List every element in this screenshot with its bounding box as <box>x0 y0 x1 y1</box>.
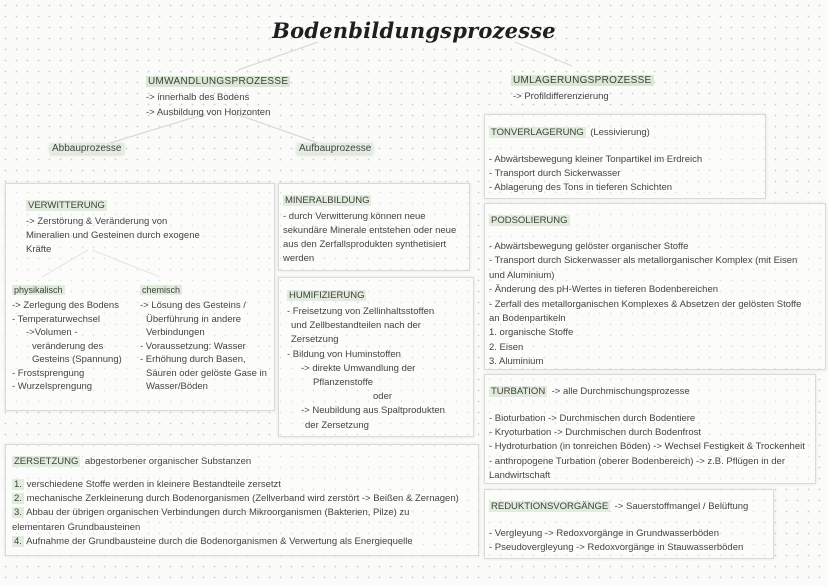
reduktion-subtitle: -> Sauerstoffmangel / Belüftung <box>614 501 749 512</box>
humifizierung-box <box>278 277 474 437</box>
humifizierung-line: - Bildung von Huminstoffen <box>287 348 401 360</box>
turbation-subtitle: -> alle Durchmischungsprozesse <box>551 386 690 397</box>
humifizierung-line: und Zellbestandteilen nach der <box>291 320 421 332</box>
umwandlung-section <box>146 71 290 120</box>
podsolierung-line: und Aluminium) <box>489 269 555 281</box>
chemisch-line: Säuren oder gelöste Gase in <box>146 367 267 379</box>
chemisch-line: Überführung in andere <box>146 313 242 325</box>
tonverlagerung-subtitle: (Lessivierung) <box>590 127 650 138</box>
mineralbildung-box <box>278 183 470 271</box>
humifizierung-line: - Freisetzung von Zellinhaltsstoffen <box>287 306 435 317</box>
tonverlagerung-box <box>484 114 766 199</box>
chemisch-line: Verbindungen <box>146 327 205 338</box>
physikalisch-line: ->Volumen - <box>26 327 78 338</box>
umlagerung-heading: UMLAGERUNGSPROZESSE <box>513 75 652 86</box>
podsolierung-line: an Bodenpartikeln <box>489 313 566 325</box>
verwitterung-heading: VERWITTERUNG <box>28 200 105 211</box>
physikalisch-line: veränderung des <box>32 340 104 352</box>
mineralbildung-line: - durch Verwitterung können neue <box>283 211 426 222</box>
abbau-label: Abbauprozesse <box>52 143 122 154</box>
physikalisch-line: Gesteins (Spannung) <box>32 354 122 365</box>
verwitterung-line: Kräfte <box>26 244 52 255</box>
chemisch-line: -> Lösung des Gesteins / <box>140 300 246 311</box>
podsolierung-heading: PODSOLIERUNG <box>491 215 568 226</box>
turbation-line: Landwirtschaft <box>489 470 551 482</box>
zersetzung-item: 4. Aufnahme der Grundbausteine durch die Bodenorganismen & Verwertung als Energiequelle <box>14 536 413 548</box>
podsolierung-line: 1. organische Stoffe <box>489 327 574 339</box>
reduktion-heading: REDUKTIONSVORGÄNGE <box>491 501 609 512</box>
turbation-heading: TURBATION <box>491 386 546 397</box>
chemisch-line: - Erhöhung durch Basen, <box>140 354 246 365</box>
umlagerung-section <box>511 70 654 105</box>
mineralbildung-heading: MINERALBILDUNG <box>285 195 370 206</box>
humifizierung-line: -> Neubildung aus Spaltprodukten <box>301 405 445 417</box>
turbation-line: - Bioturbation -> Durchmischen durch Bodentiere <box>489 412 696 424</box>
turbation-line: - anthropogene Turbation (oberer Bodenbereich) -> z.B. Pflügen in der <box>489 455 786 467</box>
tonverlagerung-line: - Ablagerung des Tons in tieferen Schichten <box>489 182 673 194</box>
tonverlagerung-line: - Abwärtsbewegung kleiner Tonpartikel im Erdreich <box>489 153 703 165</box>
turbation-line: - Hydroturbation (in tonreichen Böden) -> Wechsel Festigkeit & Trockenheit <box>489 441 805 453</box>
humifizierung-line: der Zersetzung <box>305 419 369 431</box>
humifizierung-line: Zersetzung <box>291 334 339 346</box>
physikalisch-line: -> Zerlegung des Bodens <box>12 300 119 311</box>
zersetzung-box <box>5 444 479 556</box>
mineralbildung-line: aus den Zerfallsprodukten synthetisiert <box>283 239 447 250</box>
chemisch-line: Wasser/Böden <box>146 381 208 392</box>
page-title: Bodenbildungsprozesse <box>272 18 556 43</box>
zersetzung-item: 1. verschiedene Stoffe werden in kleinere Bestandteile zersetzt <box>14 478 281 490</box>
podsolierung-line: - Abwärtsbewegung gelöster organischer Stoffe <box>489 241 689 252</box>
umwandlung-line: -> Ausbildung von Horizonten <box>146 106 271 118</box>
zersetzung-heading: ZERSETZUNG <box>14 456 79 467</box>
turbation-line: - Kryoturbation -> Durchmischen durch Bodenfrost <box>489 426 702 438</box>
verwitterung-line: -> Zerstörung & Veränderung von <box>26 216 168 227</box>
turbation-box <box>484 374 816 484</box>
zersetzung-item: 2. mechanische Zerkleinerung durch Bodenorganismen (Zellverband wird zerstört -> Beißen & Zernagen) <box>14 492 459 504</box>
humifizierung-heading: HUMIFIZIERUNG <box>289 290 365 301</box>
physikalisch-line: - Wurzelsprengung <box>12 381 93 392</box>
umwandlung-heading: UMWANDLUNGSPROZESSE <box>148 76 289 87</box>
verwitterung-box <box>5 183 275 411</box>
podsolierung-line: - Änderung des pH-Wertes in tieferen Bodenbereichen <box>489 284 719 296</box>
podsolierung-line: - Zerfall des metallorganischen Komplexes & Absetzen der gelösten Stoffe <box>489 298 802 310</box>
chemisch-line: - Voraussetzung: Wasser <box>140 340 246 352</box>
zersetzung-item: 3. Abbau der übrigen organischen Verbindungen durch Mikroorganismen (Bakterien, Pilze) zu <box>14 507 410 519</box>
podsolierung-line: - Transport durch Sickerwasser als metallorganischer Komplex (mit Eisen <box>489 255 798 267</box>
zersetzung-subtitle: abgestorbener organischer Substanzen <box>84 456 252 467</box>
reduktion-line: - Pseudovergleyung -> Redoxvorgänge in Stauwasserböden <box>489 541 744 553</box>
aufbau-label: Aufbauprozesse <box>299 143 372 154</box>
reduktion-box <box>484 489 774 559</box>
reduktion-line: - Vergleyung -> Redoxvorgänge in Grundwasserböden <box>489 527 719 539</box>
physikalisch-label: physikalisch <box>14 285 63 295</box>
mineralbildung-line: werden <box>283 253 315 264</box>
umlagerung-line: -> Profildifferenzierung <box>513 91 609 102</box>
podsolierung-line: 3. Aluminium <box>489 356 544 368</box>
chemisch-label: chemisch <box>142 285 181 295</box>
physikalisch-line: - Temperaturwechsel <box>12 313 101 325</box>
humifizierung-line: oder <box>373 391 393 403</box>
tonverlagerung-line: - Transport durch Sickerwasser <box>489 167 621 179</box>
mineralbildung-line: sekundäre Minerale entstehen oder neue <box>283 225 457 236</box>
verwitterung-line: Mineralien und Gesteinen durch exogene <box>26 230 200 241</box>
zersetzung-item: elementaren Grundbausteinen <box>12 521 141 533</box>
umwandlung-line: -> innerhalb des Bodens <box>146 92 250 103</box>
humifizierung-line: Pflanzenstoffe <box>313 377 374 389</box>
podsolierung-line: 2. Eisen <box>489 341 524 353</box>
humifizierung-line: -> direkte Umwandlung der <box>301 362 416 374</box>
tonverlagerung-heading: TONVERLAGERUNG <box>491 127 584 138</box>
physikalisch-line: - Frostsprengung <box>12 367 85 379</box>
podsolierung-box <box>484 203 826 370</box>
